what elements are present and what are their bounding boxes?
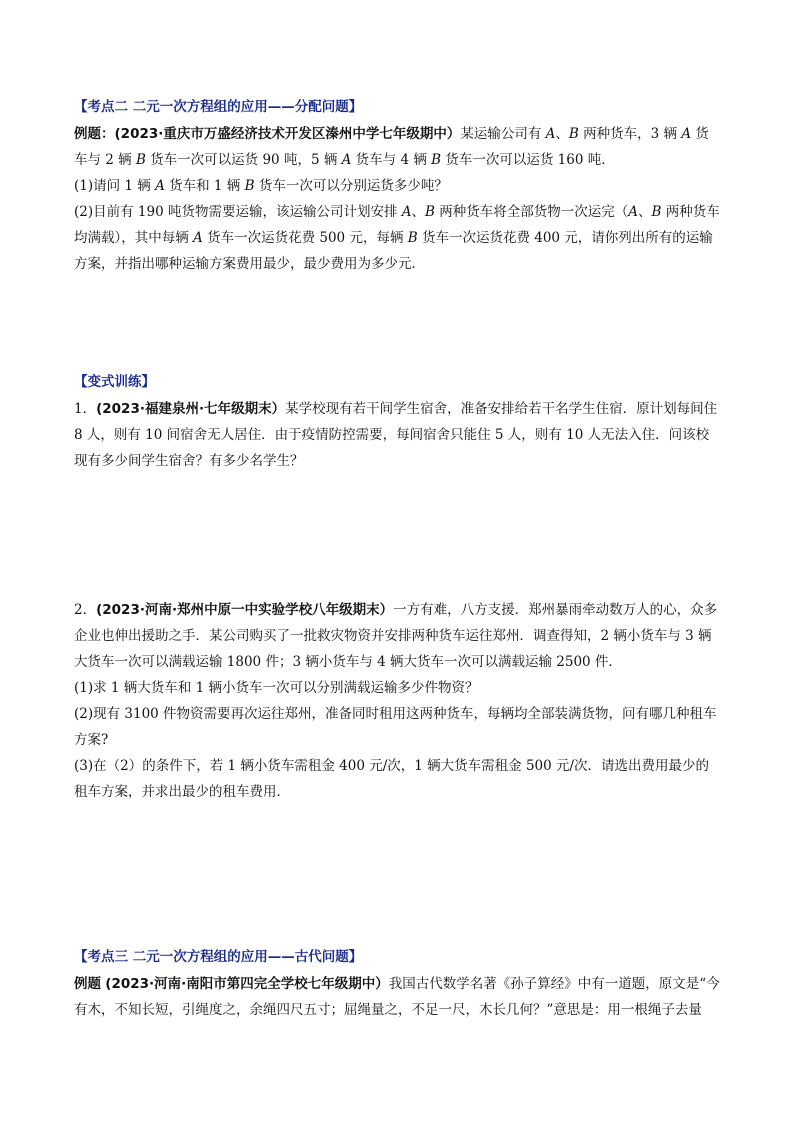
problem-text: 一方有难，八方支援．郑州暴雨牵动数万人的心，众多企业也伸出援助之手．某公司购买了一批救灾物资并安排两种货车运往郑州．调查得知，2 辆小货车与 3 辆大货车一次可以满载运输 1800 件；3 辆小货车与 4 辆大货车一次可以满载运输 2500 件． (74, 602, 718, 670)
question-text: 两种货车将全部货物一次运完（ (434, 204, 629, 220)
question-text: (2)目前有 190 吨货物需要运输，该运输公司计划安排 (74, 204, 402, 220)
section-heading-ancient: 【考点三 二元一次方程组的应用——古代问题】 (74, 949, 363, 965)
question-text: 两种货车均满载），其中每辆 (74, 204, 720, 246)
example-problem-transport (74, 121, 722, 277)
problem-source: (2023·福建泉州·七年级期末） (96, 401, 286, 417)
question-text: 、 (637, 204, 652, 220)
example-source: (2023·河南·南阳市第四完全学校七年级期中） (105, 976, 389, 992)
var-a: A (401, 204, 412, 220)
problem-number: 1． (74, 401, 97, 417)
var-a: A (341, 152, 352, 168)
example-text: 、 (555, 126, 569, 142)
training-problem-2 (74, 597, 722, 805)
question-2 (74, 199, 722, 277)
question-2: (2)现有 3100 件物资需要再次运往郑州，准备同时租用这两种货车，每辆均全部装满货物，问有哪几种租车方案? (74, 706, 717, 748)
example-label: 例题： (74, 126, 115, 142)
section-heading-distribution: 【考点二 二元一次方程组的应用——分配问题】 (74, 99, 363, 115)
question-text: 、 (411, 204, 426, 220)
question-text: (1)请问 1 辆 (74, 178, 156, 194)
var-a: A (545, 126, 556, 142)
var-b: B (568, 126, 579, 142)
question-text: 货车和 1 辆 (164, 178, 245, 194)
example-text: 货车一次可以运货 160 吨． (441, 152, 615, 168)
training-problem-1 (74, 396, 722, 474)
question-1: (1)求 1 辆大货车和 1 辆小货车一次可以分别满载运输多少件物资？ (74, 680, 479, 696)
example-text: 某运输公司有 (460, 126, 546, 142)
var-b: B (651, 204, 662, 220)
question-text: 货车一次运货花费 500 元，每辆 (202, 230, 408, 246)
example-text: 货车与 2 辆 (74, 126, 709, 168)
var-b: B (407, 230, 418, 246)
example-problem-ancient (74, 971, 722, 1023)
question-text: 货车一次运货花费 400 元，请你列出所有的运输方案，并指出哪种运输方案费用最少，最少费用为多少元． (74, 230, 713, 272)
question-1 (74, 173, 722, 199)
question-text: 货车一次可以分别运货多少吨？ (254, 178, 448, 194)
var-a: A (628, 204, 638, 220)
section-heading-training: 【变式训练】 (74, 374, 155, 390)
var-a: A (193, 230, 203, 246)
problem-number: 2． (74, 602, 97, 618)
example-text: 货车一次可以运货 90 吨，5 辆 (145, 152, 342, 168)
problem-text: 某学校现有若干间学生宿舍，准备安排给若干名学生住宿．原计划每间住 8 人，则有 10 间宿舍无人居住．由于疫情防控需要，每间宿舍只能住 5 人，则有 10 人无法入住．问该校现有多少间学生宿舍？有多少名学生？ (74, 401, 718, 469)
var-b: B (244, 178, 255, 194)
example-label: 例题 (74, 976, 101, 992)
example-source: (2023·重庆市万盛经济技术开发区溱州中学七年级期中） (114, 126, 461, 142)
problem-source: (2023·河南·郑州中原一中实验学校八年级期末） (96, 602, 394, 618)
example-text: 我国古代数学名著《孙子算经》中有一道题，原文是“今有木，不知长短，引绳度之，余绳四尺五寸；屈绳量之，不足一尺，木长几何？”意思是：用一根绳子去量 (74, 976, 720, 1018)
var-b: B (135, 152, 146, 168)
var-a: A (681, 126, 692, 142)
var-a: A (155, 178, 165, 194)
question-3: (3)在（2）的条件下，若 1 辆小货车需租金 400 元/次，1 辆大货车需租金 500 元/次．请选出费用最少的租车方案，并求出最少的租车费用． (74, 758, 710, 800)
var-b: B (431, 152, 442, 168)
example-text: 两种货车，3 辆 (578, 126, 682, 142)
var-b: B (425, 204, 435, 220)
example-text: 货车与 4 辆 (351, 152, 432, 168)
